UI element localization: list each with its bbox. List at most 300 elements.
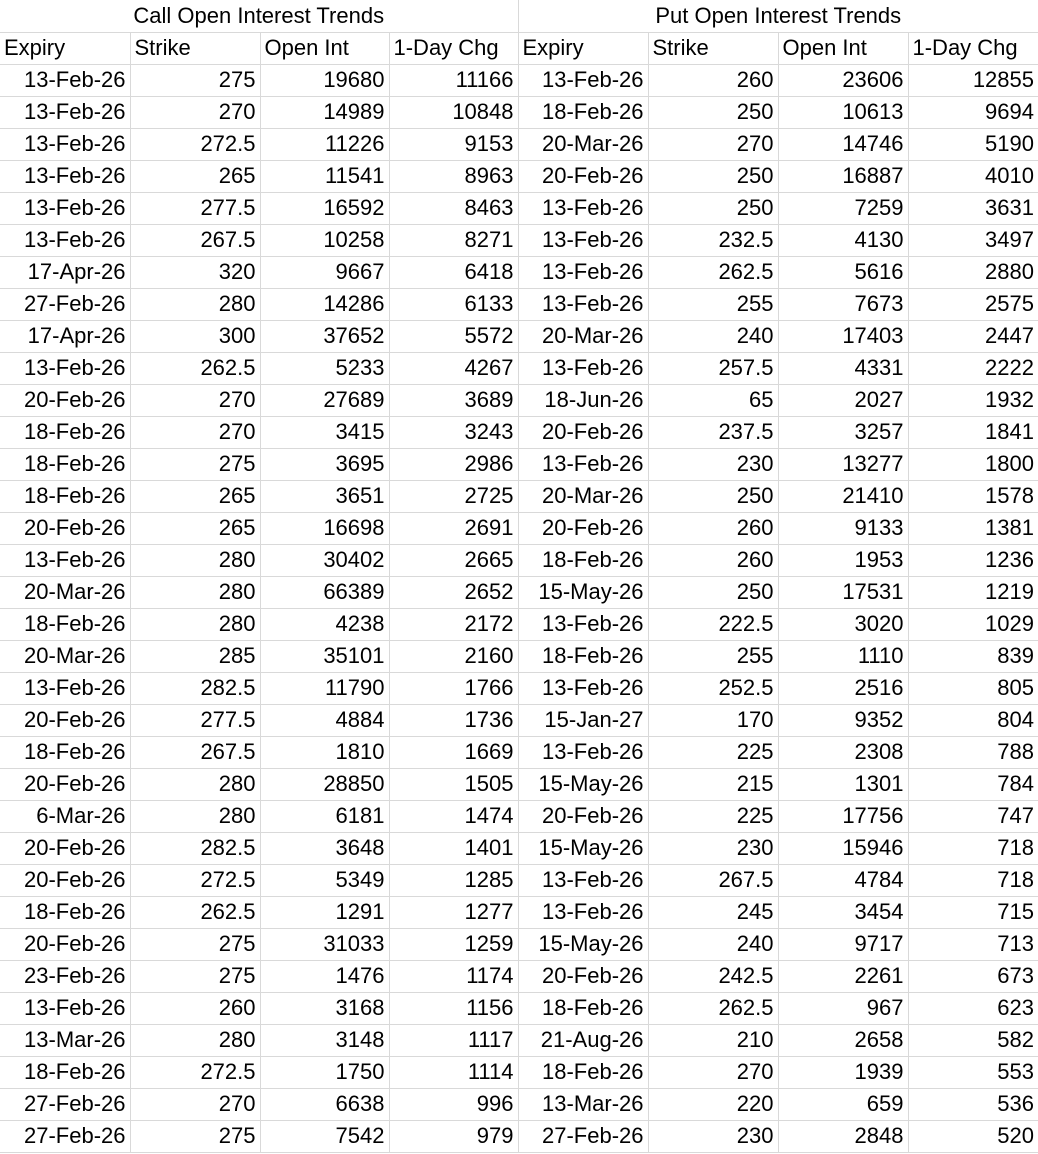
put-strike-cell: 250 [648, 576, 778, 608]
call-1-day-chg-cell: 4267 [389, 352, 518, 384]
put-open-int-cell: 17756 [778, 800, 908, 832]
put-strike-cell: 267.5 [648, 864, 778, 896]
put-strike-cell: 255 [648, 640, 778, 672]
table-row [0, 832, 1038, 864]
call-1-day-chg-header: 1-Day Chg [389, 32, 518, 64]
call-expiry-cell: 18-Feb-26 [0, 896, 130, 928]
call-expiry-cell: 13-Feb-26 [0, 672, 130, 704]
call-strike-cell: 270 [130, 416, 260, 448]
put-1-day-chg-cell: 713 [908, 928, 1038, 960]
put-expiry-cell: 18-Jun-26 [518, 384, 648, 416]
table-row [0, 160, 1038, 192]
call-strike-cell: 275 [130, 928, 260, 960]
put-1-day-chg-cell: 2222 [908, 352, 1038, 384]
call-strike-cell: 280 [130, 1024, 260, 1056]
put-expiry-cell: 15-May-26 [518, 928, 648, 960]
put-section-title: Put Open Interest Trends [518, 0, 1038, 32]
put-1-day-chg-cell: 788 [908, 736, 1038, 768]
put-open-int-cell: 3257 [778, 416, 908, 448]
call-open-int-cell: 10258 [260, 224, 389, 256]
call-expiry-cell: 27-Feb-26 [0, 1120, 130, 1152]
put-strike-header: Strike [648, 32, 778, 64]
put-open-int-cell: 4331 [778, 352, 908, 384]
call-expiry-cell: 18-Feb-26 [0, 736, 130, 768]
put-1-day-chg-cell: 1841 [908, 416, 1038, 448]
put-1-day-chg-cell: 1219 [908, 576, 1038, 608]
call-open-int-cell: 28850 [260, 768, 389, 800]
put-1-day-chg-cell: 2447 [908, 320, 1038, 352]
call-open-int-cell: 35101 [260, 640, 389, 672]
put-expiry-cell: 13-Mar-26 [518, 1088, 648, 1120]
call-1-day-chg-cell: 996 [389, 1088, 518, 1120]
put-strike-cell: 225 [648, 736, 778, 768]
put-1-day-chg-cell: 839 [908, 640, 1038, 672]
put-strike-cell: 250 [648, 160, 778, 192]
put-expiry-cell: 20-Feb-26 [518, 512, 648, 544]
put-1-day-chg-cell: 2575 [908, 288, 1038, 320]
call-open-int-cell: 3168 [260, 992, 389, 1024]
call-1-day-chg-cell: 2665 [389, 544, 518, 576]
put-expiry-cell: 13-Feb-26 [518, 736, 648, 768]
call-strike-header: Strike [130, 32, 260, 64]
call-open-int-cell: 1291 [260, 896, 389, 928]
table-row [0, 1024, 1038, 1056]
put-1-day-chg-cell: 1029 [908, 608, 1038, 640]
call-strike-cell: 275 [130, 64, 260, 96]
call-expiry-cell: 13-Feb-26 [0, 96, 130, 128]
table-row [0, 1088, 1038, 1120]
table-row [0, 896, 1038, 928]
call-strike-cell: 300 [130, 320, 260, 352]
call-1-day-chg-cell: 1285 [389, 864, 518, 896]
call-1-day-chg-cell: 1474 [389, 800, 518, 832]
put-1-day-chg-cell: 12855 [908, 64, 1038, 96]
put-open-int-cell: 1301 [778, 768, 908, 800]
put-open-int-cell: 2848 [778, 1120, 908, 1152]
call-expiry-cell: 18-Feb-26 [0, 416, 130, 448]
call-expiry-cell: 20-Mar-26 [0, 640, 130, 672]
call-expiry-cell: 6-Mar-26 [0, 800, 130, 832]
call-open-int-cell: 3415 [260, 416, 389, 448]
put-expiry-cell: 13-Feb-26 [518, 864, 648, 896]
call-expiry-cell: 20-Feb-26 [0, 384, 130, 416]
call-1-day-chg-cell: 1117 [389, 1024, 518, 1056]
put-1-day-chg-cell: 3497 [908, 224, 1038, 256]
table-row [0, 672, 1038, 704]
put-strike-cell: 232.5 [648, 224, 778, 256]
call-section-title: Call Open Interest Trends [0, 0, 518, 32]
table-row [0, 928, 1038, 960]
call-strike-cell: 280 [130, 608, 260, 640]
put-strike-cell: 250 [648, 480, 778, 512]
call-strike-cell: 280 [130, 768, 260, 800]
call-strike-cell: 272.5 [130, 1056, 260, 1088]
call-1-day-chg-cell: 1277 [389, 896, 518, 928]
put-1-day-chg-cell: 553 [908, 1056, 1038, 1088]
put-open-int-cell: 659 [778, 1088, 908, 1120]
call-open-int-cell: 14286 [260, 288, 389, 320]
put-strike-cell: 210 [648, 1024, 778, 1056]
put-open-int-cell: 23606 [778, 64, 908, 96]
call-expiry-cell: 20-Feb-26 [0, 768, 130, 800]
put-strike-cell: 262.5 [648, 992, 778, 1024]
column-header-row [0, 32, 1038, 64]
call-open-int-cell: 6638 [260, 1088, 389, 1120]
put-open-int-cell: 4784 [778, 864, 908, 896]
put-1-day-chg-cell: 784 [908, 768, 1038, 800]
call-open-int-cell: 11541 [260, 160, 389, 192]
call-open-int-cell: 37652 [260, 320, 389, 352]
put-open-int-cell: 10613 [778, 96, 908, 128]
call-strike-cell: 265 [130, 512, 260, 544]
call-expiry-cell: 18-Feb-26 [0, 1056, 130, 1088]
table-row [0, 256, 1038, 288]
call-expiry-cell: 27-Feb-26 [0, 288, 130, 320]
table-row [0, 608, 1038, 640]
table-row [0, 96, 1038, 128]
put-expiry-cell: 15-May-26 [518, 768, 648, 800]
put-1-day-chg-header: 1-Day Chg [908, 32, 1038, 64]
call-strike-cell: 270 [130, 1088, 260, 1120]
put-expiry-cell: 13-Feb-26 [518, 672, 648, 704]
put-expiry-cell: 20-Mar-26 [518, 128, 648, 160]
put-open-int-cell: 9717 [778, 928, 908, 960]
call-open-int-cell: 6181 [260, 800, 389, 832]
call-expiry-cell: 20-Feb-26 [0, 832, 130, 864]
put-expiry-cell: 18-Feb-26 [518, 640, 648, 672]
call-open-int-cell: 30402 [260, 544, 389, 576]
put-strike-cell: 250 [648, 192, 778, 224]
put-strike-cell: 255 [648, 288, 778, 320]
call-open-int-cell: 19680 [260, 64, 389, 96]
put-1-day-chg-cell: 582 [908, 1024, 1038, 1056]
put-strike-cell: 262.5 [648, 256, 778, 288]
call-1-day-chg-cell: 2652 [389, 576, 518, 608]
call-1-day-chg-cell: 1114 [389, 1056, 518, 1088]
call-expiry-cell: 13-Feb-26 [0, 224, 130, 256]
put-strike-cell: 240 [648, 320, 778, 352]
call-expiry-cell: 20-Feb-26 [0, 704, 130, 736]
put-strike-cell: 230 [648, 832, 778, 864]
put-1-day-chg-cell: 1236 [908, 544, 1038, 576]
table-body [0, 64, 1038, 1152]
put-1-day-chg-cell: 1381 [908, 512, 1038, 544]
call-strike-cell: 282.5 [130, 832, 260, 864]
put-open-int-cell: 967 [778, 992, 908, 1024]
call-expiry-cell: 20-Feb-26 [0, 864, 130, 896]
put-1-day-chg-cell: 3631 [908, 192, 1038, 224]
put-open-int-cell: 2027 [778, 384, 908, 416]
put-1-day-chg-cell: 747 [908, 800, 1038, 832]
put-open-int-cell: 2516 [778, 672, 908, 704]
put-1-day-chg-cell: 520 [908, 1120, 1038, 1152]
put-strike-cell: 270 [648, 128, 778, 160]
section-title-row [0, 0, 1038, 32]
table-row [0, 1120, 1038, 1152]
call-open-int-cell: 5349 [260, 864, 389, 896]
call-open-int-cell: 1476 [260, 960, 389, 992]
put-open-int-cell: 1953 [778, 544, 908, 576]
call-open-int-cell: 16592 [260, 192, 389, 224]
put-strike-cell: 225 [648, 800, 778, 832]
call-1-day-chg-cell: 2725 [389, 480, 518, 512]
table-row [0, 512, 1038, 544]
table-row [0, 320, 1038, 352]
call-expiry-cell: 20-Feb-26 [0, 512, 130, 544]
call-expiry-cell: 27-Feb-26 [0, 1088, 130, 1120]
call-expiry-cell: 18-Feb-26 [0, 448, 130, 480]
put-1-day-chg-cell: 536 [908, 1088, 1038, 1120]
put-strike-cell: 237.5 [648, 416, 778, 448]
call-1-day-chg-cell: 10848 [389, 96, 518, 128]
put-open-int-cell: 2658 [778, 1024, 908, 1056]
put-1-day-chg-cell: 718 [908, 832, 1038, 864]
call-open-int-header: Open Int [260, 32, 389, 64]
put-expiry-cell: 20-Mar-26 [518, 320, 648, 352]
call-expiry-cell: 20-Mar-26 [0, 576, 130, 608]
put-1-day-chg-cell: 804 [908, 704, 1038, 736]
put-strike-cell: 250 [648, 96, 778, 128]
put-open-int-cell: 1110 [778, 640, 908, 672]
put-1-day-chg-cell: 623 [908, 992, 1038, 1024]
put-strike-cell: 170 [648, 704, 778, 736]
put-strike-cell: 260 [648, 544, 778, 576]
call-1-day-chg-cell: 8463 [389, 192, 518, 224]
call-1-day-chg-cell: 8963 [389, 160, 518, 192]
put-expiry-cell: 20-Feb-26 [518, 800, 648, 832]
put-open-int-cell: 3454 [778, 896, 908, 928]
table-row [0, 192, 1038, 224]
put-expiry-cell: 13-Feb-26 [518, 192, 648, 224]
table-row [0, 416, 1038, 448]
call-1-day-chg-cell: 2691 [389, 512, 518, 544]
put-expiry-cell: 13-Feb-26 [518, 224, 648, 256]
call-strike-cell: 260 [130, 992, 260, 1024]
call-expiry-header: Expiry [0, 32, 130, 64]
call-open-int-cell: 3651 [260, 480, 389, 512]
call-1-day-chg-cell: 1736 [389, 704, 518, 736]
put-expiry-cell: 18-Feb-26 [518, 1056, 648, 1088]
call-open-int-cell: 9667 [260, 256, 389, 288]
call-1-day-chg-cell: 2160 [389, 640, 518, 672]
call-open-int-cell: 4238 [260, 608, 389, 640]
put-open-int-header: Open Int [778, 32, 908, 64]
call-strike-cell: 277.5 [130, 704, 260, 736]
call-strike-cell: 277.5 [130, 192, 260, 224]
put-open-int-cell: 4130 [778, 224, 908, 256]
table-row [0, 992, 1038, 1024]
put-open-int-cell: 9352 [778, 704, 908, 736]
call-open-int-cell: 7542 [260, 1120, 389, 1152]
put-expiry-cell: 20-Feb-26 [518, 416, 648, 448]
put-open-int-cell: 17403 [778, 320, 908, 352]
call-1-day-chg-cell: 1259 [389, 928, 518, 960]
put-expiry-cell: 13-Feb-26 [518, 256, 648, 288]
call-1-day-chg-cell: 6133 [389, 288, 518, 320]
call-open-int-cell: 3648 [260, 832, 389, 864]
put-1-day-chg-cell: 1578 [908, 480, 1038, 512]
call-1-day-chg-cell: 2172 [389, 608, 518, 640]
call-1-day-chg-cell: 1401 [389, 832, 518, 864]
put-expiry-cell: 27-Feb-26 [518, 1120, 648, 1152]
call-1-day-chg-cell: 1156 [389, 992, 518, 1024]
call-expiry-cell: 13-Feb-26 [0, 352, 130, 384]
put-expiry-cell: 13-Feb-26 [518, 608, 648, 640]
call-strike-cell: 280 [130, 576, 260, 608]
table-row [0, 128, 1038, 160]
call-strike-cell: 280 [130, 288, 260, 320]
put-1-day-chg-cell: 1800 [908, 448, 1038, 480]
call-open-int-cell: 4884 [260, 704, 389, 736]
put-expiry-header: Expiry [518, 32, 648, 64]
put-1-day-chg-cell: 2880 [908, 256, 1038, 288]
call-strike-cell: 267.5 [130, 736, 260, 768]
table-row [0, 800, 1038, 832]
call-1-day-chg-cell: 6418 [389, 256, 518, 288]
table-row [0, 736, 1038, 768]
call-open-int-cell: 3695 [260, 448, 389, 480]
table-row [0, 480, 1038, 512]
call-1-day-chg-cell: 1669 [389, 736, 518, 768]
call-open-int-cell: 11790 [260, 672, 389, 704]
put-expiry-cell: 15-Jan-27 [518, 704, 648, 736]
call-expiry-cell: 13-Feb-26 [0, 544, 130, 576]
call-strike-cell: 270 [130, 384, 260, 416]
put-1-day-chg-cell: 1932 [908, 384, 1038, 416]
put-1-day-chg-cell: 9694 [908, 96, 1038, 128]
put-strike-cell: 230 [648, 448, 778, 480]
call-expiry-cell: 13-Feb-26 [0, 64, 130, 96]
put-open-int-cell: 7673 [778, 288, 908, 320]
put-strike-cell: 220 [648, 1088, 778, 1120]
call-open-int-cell: 5233 [260, 352, 389, 384]
call-expiry-cell: 13-Feb-26 [0, 192, 130, 224]
call-open-int-cell: 16698 [260, 512, 389, 544]
call-strike-cell: 265 [130, 480, 260, 512]
put-open-int-cell: 17531 [778, 576, 908, 608]
put-open-int-cell: 16887 [778, 160, 908, 192]
call-open-int-cell: 31033 [260, 928, 389, 960]
put-expiry-cell: 18-Feb-26 [518, 96, 648, 128]
put-expiry-cell: 13-Feb-26 [518, 896, 648, 928]
call-strike-cell: 272.5 [130, 864, 260, 896]
call-expiry-cell: 18-Feb-26 [0, 480, 130, 512]
put-strike-cell: 242.5 [648, 960, 778, 992]
put-expiry-cell: 13-Feb-26 [518, 352, 648, 384]
call-1-day-chg-cell: 11166 [389, 64, 518, 96]
put-strike-cell: 230 [648, 1120, 778, 1152]
put-open-int-cell: 2308 [778, 736, 908, 768]
table-row [0, 960, 1038, 992]
table-row [0, 288, 1038, 320]
call-expiry-cell: 13-Feb-26 [0, 128, 130, 160]
table-row [0, 640, 1038, 672]
call-strike-cell: 280 [130, 800, 260, 832]
put-open-int-cell: 21410 [778, 480, 908, 512]
call-1-day-chg-cell: 1766 [389, 672, 518, 704]
put-expiry-cell: 20-Mar-26 [518, 480, 648, 512]
table-row [0, 768, 1038, 800]
put-open-int-cell: 3020 [778, 608, 908, 640]
call-open-int-cell: 3148 [260, 1024, 389, 1056]
call-strike-cell: 285 [130, 640, 260, 672]
put-1-day-chg-cell: 718 [908, 864, 1038, 896]
put-expiry-cell: 13-Feb-26 [518, 64, 648, 96]
put-strike-cell: 240 [648, 928, 778, 960]
call-expiry-cell: 13-Mar-26 [0, 1024, 130, 1056]
table-row [0, 64, 1038, 96]
call-1-day-chg-cell: 8271 [389, 224, 518, 256]
call-open-int-cell: 1810 [260, 736, 389, 768]
call-1-day-chg-cell: 2986 [389, 448, 518, 480]
put-open-int-cell: 2261 [778, 960, 908, 992]
put-open-int-cell: 13277 [778, 448, 908, 480]
call-open-int-cell: 27689 [260, 384, 389, 416]
table-row [0, 704, 1038, 736]
put-1-day-chg-cell: 5190 [908, 128, 1038, 160]
call-1-day-chg-cell: 9153 [389, 128, 518, 160]
put-expiry-cell: 15-May-26 [518, 576, 648, 608]
put-strike-cell: 257.5 [648, 352, 778, 384]
call-strike-cell: 262.5 [130, 896, 260, 928]
table-row [0, 384, 1038, 416]
put-strike-cell: 260 [648, 512, 778, 544]
table-row [0, 1056, 1038, 1088]
put-strike-cell: 222.5 [648, 608, 778, 640]
put-open-int-cell: 5616 [778, 256, 908, 288]
table-row [0, 448, 1038, 480]
call-strike-cell: 320 [130, 256, 260, 288]
put-strike-cell: 270 [648, 1056, 778, 1088]
table-row [0, 864, 1038, 896]
put-expiry-cell: 20-Feb-26 [518, 160, 648, 192]
call-strike-cell: 275 [130, 448, 260, 480]
put-open-int-cell: 7259 [778, 192, 908, 224]
call-strike-cell: 267.5 [130, 224, 260, 256]
call-1-day-chg-cell: 1174 [389, 960, 518, 992]
put-expiry-cell: 13-Feb-26 [518, 448, 648, 480]
put-strike-cell: 245 [648, 896, 778, 928]
call-expiry-cell: 23-Feb-26 [0, 960, 130, 992]
put-expiry-cell: 15-May-26 [518, 832, 648, 864]
call-expiry-cell: 17-Apr-26 [0, 320, 130, 352]
put-expiry-cell: 18-Feb-26 [518, 544, 648, 576]
put-strike-cell: 260 [648, 64, 778, 96]
call-strike-cell: 265 [130, 160, 260, 192]
table-row [0, 352, 1038, 384]
put-1-day-chg-cell: 4010 [908, 160, 1038, 192]
put-expiry-cell: 13-Feb-26 [518, 288, 648, 320]
put-1-day-chg-cell: 805 [908, 672, 1038, 704]
put-expiry-cell: 18-Feb-26 [518, 992, 648, 1024]
call-strike-cell: 275 [130, 960, 260, 992]
put-open-int-cell: 9133 [778, 512, 908, 544]
call-strike-cell: 280 [130, 544, 260, 576]
call-expiry-cell: 13-Feb-26 [0, 160, 130, 192]
call-1-day-chg-cell: 5572 [389, 320, 518, 352]
call-expiry-cell: 17-Apr-26 [0, 256, 130, 288]
table-row [0, 224, 1038, 256]
put-1-day-chg-cell: 673 [908, 960, 1038, 992]
put-1-day-chg-cell: 715 [908, 896, 1038, 928]
call-open-int-cell: 66389 [260, 576, 389, 608]
call-strike-cell: 272.5 [130, 128, 260, 160]
put-strike-cell: 215 [648, 768, 778, 800]
call-strike-cell: 282.5 [130, 672, 260, 704]
call-strike-cell: 270 [130, 96, 260, 128]
put-strike-cell: 252.5 [648, 672, 778, 704]
put-open-int-cell: 1939 [778, 1056, 908, 1088]
